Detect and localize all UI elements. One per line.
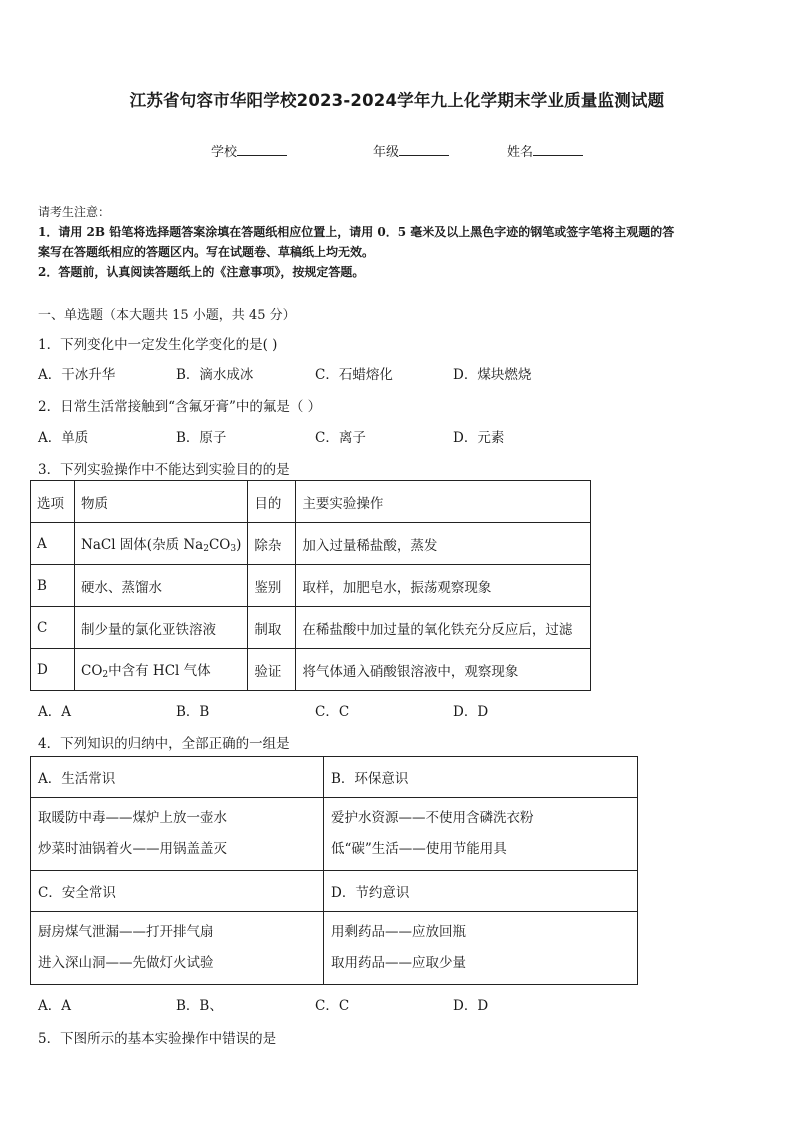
table-row	[31, 798, 638, 871]
question-4-options	[38, 994, 758, 1014]
table-row	[31, 523, 591, 565]
header-option: 选项	[31, 481, 75, 523]
question-2-stem: 2．日常生活常接触到“含氟牙膏”中的氟是（ ）	[38, 399, 322, 415]
row-option: A	[31, 523, 75, 565]
row-purpose: 鉴别	[248, 565, 296, 607]
school-label: 学校	[211, 145, 238, 160]
exam-title: 江苏省句容市华阳学校2023-2024学年九上化学期末学业质量监测试题	[129, 91, 665, 110]
notice-heading: 请考生注意：	[38, 205, 111, 219]
cell-c-head: C．安全常识	[31, 871, 324, 912]
option-b[interactable]: B．B、	[176, 998, 223, 1014]
cell-a-body: 取暖防中毒——煤炉上放一壶水 炒菜时油锅着火——用锅盖盖灭	[31, 798, 324, 871]
row-purpose: 除杂	[248, 523, 296, 565]
option-c[interactable]: C．C	[315, 704, 350, 720]
option-a[interactable]: A．干冰升华	[38, 367, 116, 383]
option-c[interactable]: C．离子	[315, 430, 366, 446]
row-option: B	[31, 565, 75, 607]
row-substance: 硬水、蒸馏水	[75, 565, 248, 607]
name-label: 姓名	[507, 145, 534, 160]
option-d[interactable]: D．元素	[453, 430, 505, 446]
row-substance: 制少量的氯化亚铁溶液	[75, 607, 248, 649]
school-field	[211, 141, 287, 160]
notice-item-1-cont: 案写在答题纸相应的答题区内。写在试题卷、草稿纸上均无效。	[38, 245, 375, 259]
notice-item-1: 1．请用 2B 铅笔将选择题答案涂填在答题纸相应位置上，请用 0．5 毫米及以上黑色字迹的钢笔或签字笔将主观题的答	[38, 225, 675, 239]
cell-a-head: A．生活常识	[31, 757, 324, 798]
name-blank[interactable]	[533, 142, 583, 156]
question-3-table	[30, 480, 591, 691]
notice-item-2: 2．答题前，认真阅读答题纸上的《注意事项》，按规定答题。	[38, 265, 365, 279]
header-purpose: 目的	[248, 481, 296, 523]
header-operation: 主要实验操作	[296, 481, 591, 523]
table-row	[31, 649, 591, 691]
cell-b-body: 爱护水资源——不使用含磷洗衣粉 低“碳”生活——使用节能用具	[324, 798, 638, 871]
header-substance: 物质	[75, 481, 248, 523]
option-b[interactable]: B．滴水成冰	[176, 367, 254, 383]
question-3-options	[38, 700, 758, 720]
option-b[interactable]: B．原子	[176, 430, 227, 446]
grade-field	[373, 141, 449, 160]
row-operation: 在稀盐酸中加过量的氧化铁充分反应后，过滤	[296, 607, 591, 649]
row-purpose: 制取	[248, 607, 296, 649]
cell-d-body: 用剩药品——应放回瓶 取用药品——应取少量	[324, 912, 638, 985]
grade-label: 年级	[373, 145, 400, 160]
question-3-stem: 3．下列实验操作中不能达到实验目的的是	[38, 462, 290, 478]
question-1-options	[38, 363, 758, 383]
section-title: 一、单选题（本大题共 15 小题，共 45 分）	[38, 308, 296, 323]
option-a[interactable]: A．单质	[38, 430, 89, 446]
row-option: C	[31, 607, 75, 649]
table-row	[31, 912, 638, 985]
table-row	[31, 871, 638, 912]
option-c[interactable]: C．C	[315, 998, 350, 1014]
cell-b-head: B．环保意识	[324, 757, 638, 798]
option-b[interactable]: B．B	[176, 704, 210, 720]
name-field	[507, 141, 583, 160]
row-substance: NaCl 固体(杂质 $Na_2CO_3$)	[75, 523, 248, 565]
question-4-stem: 4．下列知识的归纳中，全部正确的一组是	[38, 736, 290, 752]
row-operation: 取样，加肥皂水，振荡观察现象	[296, 565, 591, 607]
row-option: D	[31, 649, 75, 691]
cell-d-head: D．节约意识	[324, 871, 638, 912]
option-a[interactable]: A．A	[38, 998, 71, 1014]
cell-c-body: 厨房煤气泄漏——打开排气扇 进入深山洞——先做灯火试验	[31, 912, 324, 985]
option-d[interactable]: D．煤块燃烧	[453, 367, 532, 383]
row-operation: 将气体通入硝酸银溶液中，观察现象	[296, 649, 591, 691]
table-header-row	[31, 481, 591, 523]
question-5-stem: 5．下图所示的基本实验操作中错误的是	[38, 1031, 277, 1047]
table-row	[31, 607, 591, 649]
row-operation: 加入过量稀盐酸，蒸发	[296, 523, 591, 565]
option-c[interactable]: C．石蜡熔化	[315, 367, 393, 383]
question-4-table	[30, 756, 638, 985]
table-row	[31, 565, 591, 607]
question-2-options	[38, 426, 758, 446]
option-d[interactable]: D．D	[453, 704, 489, 720]
school-blank[interactable]	[237, 142, 287, 156]
grade-blank[interactable]	[399, 142, 449, 156]
row-purpose: 验证	[248, 649, 296, 691]
table-row	[31, 757, 638, 798]
question-1-stem: 1．下列变化中一定发生化学变化的是( )	[38, 337, 278, 353]
option-a[interactable]: A．A	[38, 704, 71, 720]
row-substance: $CO_2$中含有 HCl 气体	[75, 649, 248, 691]
option-d[interactable]: D．D	[453, 998, 489, 1014]
